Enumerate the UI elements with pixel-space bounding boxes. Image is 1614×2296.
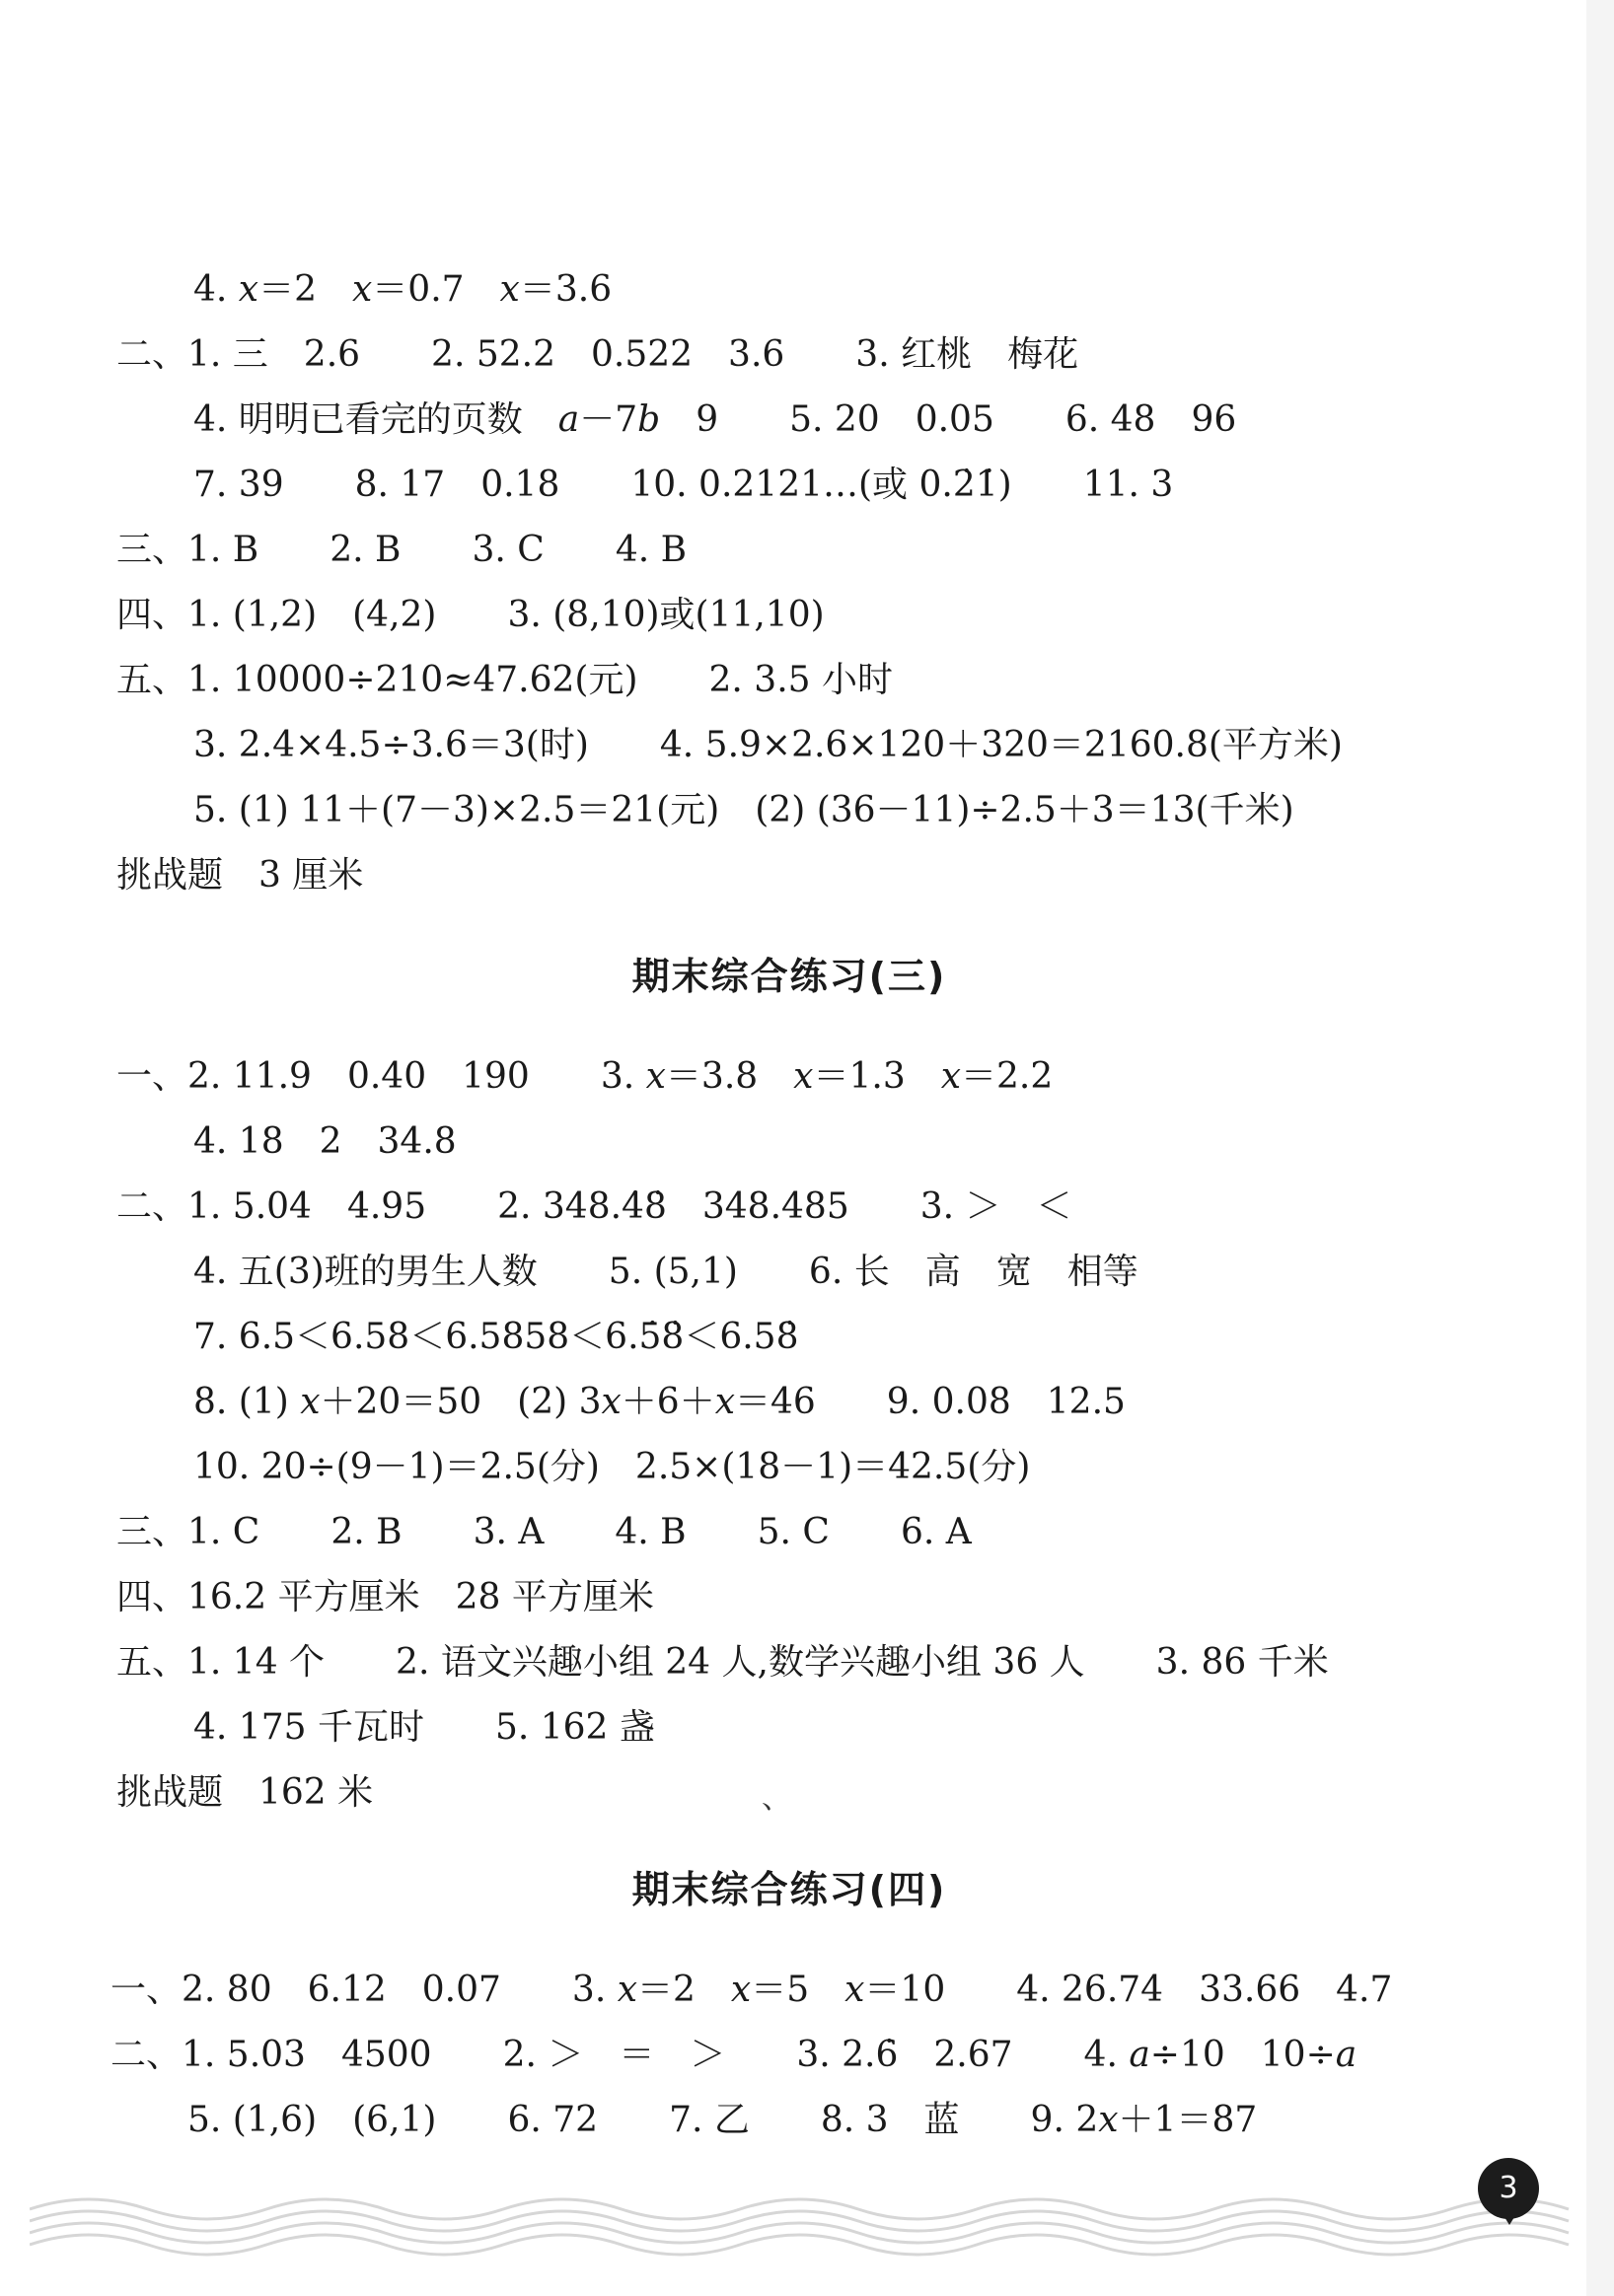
answer-line: 四、16.2 平方厘米 28 平方厘米 [116,1577,654,1617]
footer-wave-decoration [30,2180,1578,2259]
answer-line: 4. 18 2 34.8 [193,1121,457,1162]
answer-line: 5. (1,6) (6,1) 6. 72 7. 乙 8. 3 蓝 9. 2𝑥＋1＝87 [187,2100,1258,2140]
answer-line: 二、1. 5.04 4.95 2. 348.4̇8̇ 348.485 3. ＞ ＜ [116,1186,1072,1227]
answer-line: 一、2. 11.9 0.40 190 3. 𝑥＝3.8 𝑥＝1.3 𝑥＝2.2 [116,1056,1054,1097]
section-heading-3: 期末综合练习(三) [631,955,947,998]
page-number: 3 [1478,2158,1539,2219]
answer-line: 挑战题 162 米 [116,1772,374,1813]
answer-line: 5. (1) 11＋(7－3)×2.5＝21(元) (2) (36－11)÷2.5＋3＝13(千米) [193,790,1294,830]
answer-line: 4. 175 千瓦时 5. 162 盏 [193,1707,655,1748]
answer-line: 7. 39 8. 17 0.18 10. 0.2121…(或 0.2̇1̇) 11. 3 [193,465,1174,505]
answer-line: 二、1. 三 2.6 2. 52.2 0.522 3.6 3. 红桃 梅花 [116,334,1079,375]
answer-line: 三、1. B 2. B 3. C 4. B [116,530,688,570]
answer-line: 4. 五(3)班的男生人数 5. (5,1) 6. 长 高 宽 相等 [193,1252,1138,1292]
answer-line: 五、1. 14 个 2. 语文兴趣小组 24 人,数学兴趣小组 36 人 3. 86 千米 [116,1642,1329,1683]
answer-line: 8. (1) 𝑥＋20＝50 (2) 3𝑥＋6＋𝑥＝46 9. 0.08 12.5 [193,1382,1126,1422]
answer-line: 10. 20÷(9－1)＝2.5(分) 2.5×(18－1)＝42.5(分) [193,1447,1031,1487]
answer-line: 二、1. 5.03 4500 2. ＞ ＝ ＞ 3. 2.6̇ 2.67 4. 𝑎÷10 10÷𝑎 [110,2035,1357,2075]
answer-line: 4. 明明已看完的页数 𝑎－7𝑏 9 5. 20 0.05 6. 48 96 [193,399,1237,440]
answer-line: 四、1. (1,2) (4,2) 3. (8,10)或(11,10) [116,595,825,635]
answer-line: 三、1. C 2. B 3. A 4. B 5. C 6. A [116,1512,972,1552]
answer-line: 一、2. 80 6.12 0.07 3. 𝑥＝2 𝑥＝5 𝑥＝10 4. 26.74 33.66 4.7 [110,1970,1393,2010]
page-edge-shadow [1586,0,1614,2296]
answer-line: 五、1. 10000÷210≈47.62(元) 2. 3.5 小时 [116,660,893,700]
answer-line: 7. 6.5＜6.58＜6.5858＜6.5̇8̇＜6.58̇ [193,1317,799,1357]
answer-line: 挑战题 3 厘米 [116,855,364,896]
answer-line: 3. 2.4×4.5÷3.6＝3(时) 4. 5.9×2.6×120＋320＝2160.8(平方米) [193,725,1343,765]
answer-line: 4. 𝑥＝2 𝑥＝0.7 𝑥＝3.6 [193,269,613,310]
section-heading-4: 期末综合练习(四) [631,1868,947,1911]
print-speck: 、 [762,1781,791,1816]
